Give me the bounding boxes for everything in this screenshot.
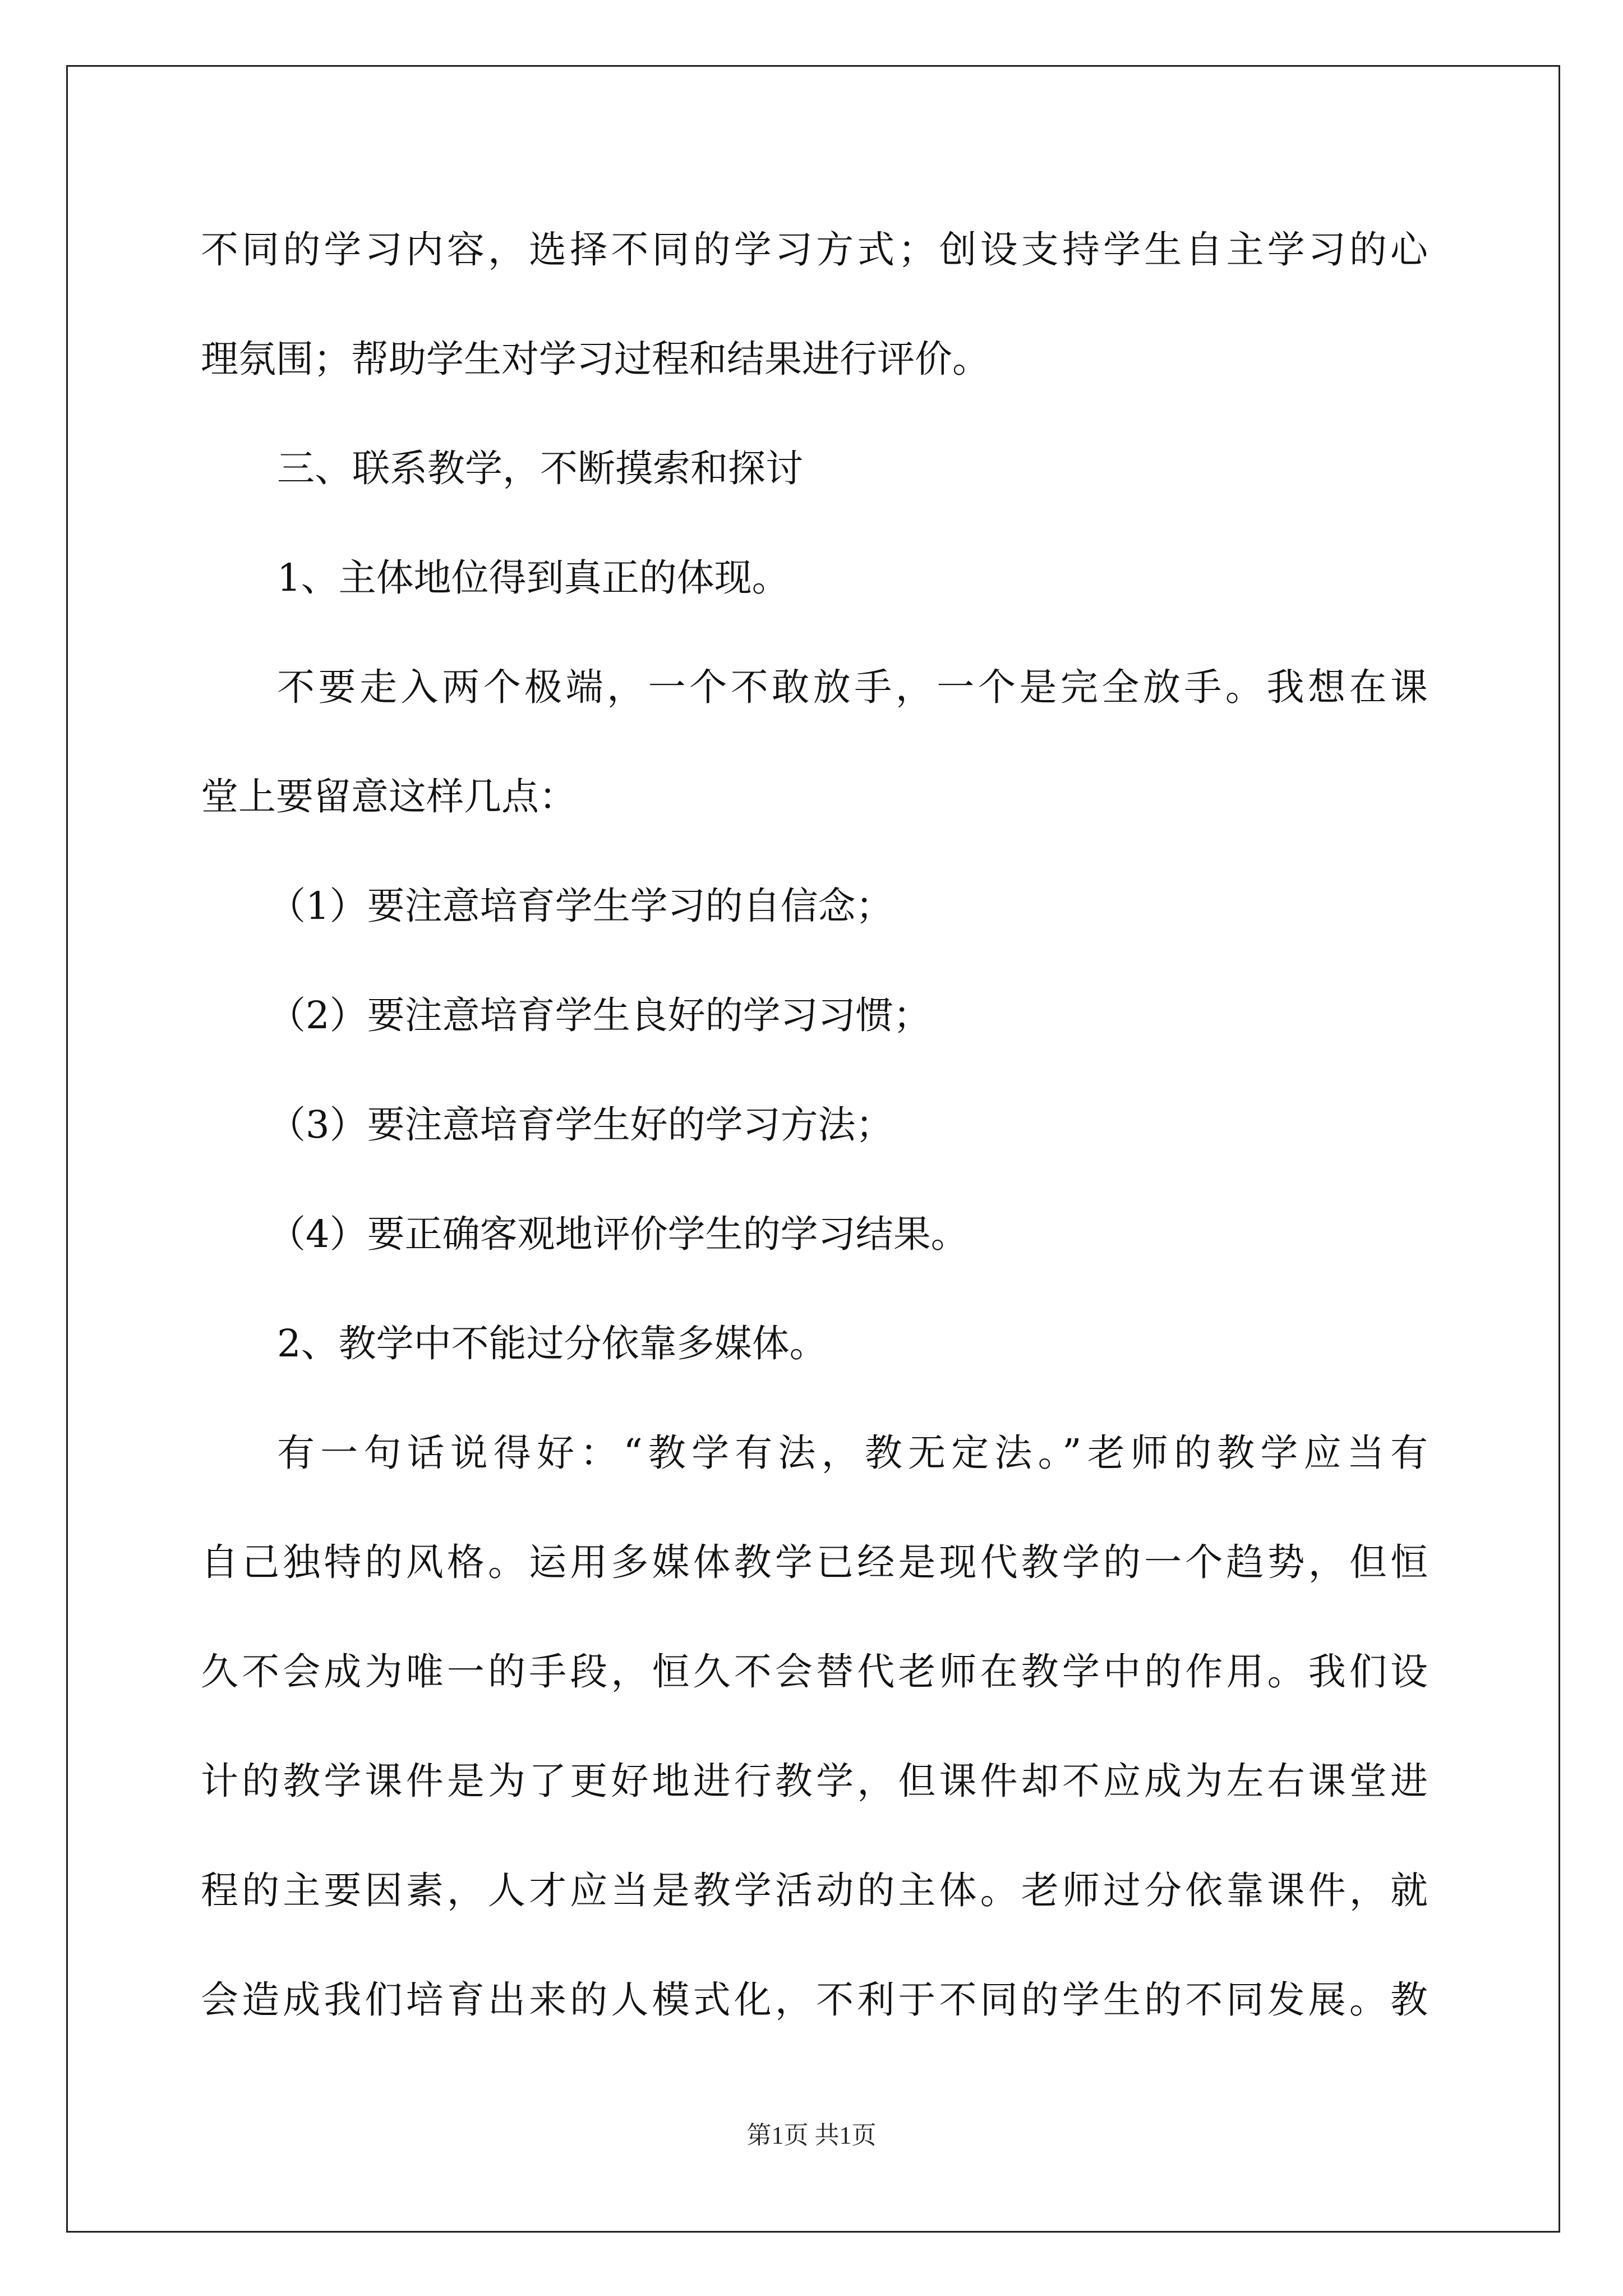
subsection-heading: 2、教学中不能过分依靠多媒体。 <box>277 1322 827 1365</box>
paragraph-line: 自己独特的风格。运用多媒体教学已经是现代教学的一个趋势，但恒 <box>201 1540 1428 1584</box>
list-item: （3）要注意培育学生好的学习方法； <box>268 1103 893 1147</box>
subsection-heading: 1、主体地位得到真正的体现。 <box>277 556 790 600</box>
list-item: （1）要注意培育学生学习的自信念； <box>268 884 893 928</box>
paragraph-line: 理氛围；帮助学生对学习过程和结果进行评价。 <box>201 337 990 381</box>
page-number-footer: 第1页 共1页 <box>746 2122 877 2149</box>
paragraph-line: 程的主要因素，人才应当是教学活动的主体。老师过分依靠课件，就 <box>201 1869 1428 1912</box>
paragraph-line: 久不会成为唯一的手段，恒久不会替代老师在教学中的作用。我们设 <box>201 1650 1428 1694</box>
paragraph-line: 不同的学习内容，选择不同的学习方式；创设支持学生自主学习的心 <box>201 228 1428 272</box>
list-item: （2）要注意培育学生良好的学习习惯； <box>268 993 931 1037</box>
section-heading: 三、联系教学，不断摸索和探讨 <box>277 447 803 490</box>
paragraph-line: 会造成我们培育出来的人模式化，不利于不同的学生的不同发展。教 <box>201 1978 1428 2022</box>
paragraph-line: 堂上要留意这样几点： <box>201 775 577 818</box>
list-item: （4）要正确客观地评价学生的学习结果。 <box>268 1212 969 1256</box>
paragraph-line: 不要走入两个极端，一个不敢放手，一个是完全放手。我想在课 <box>277 665 1428 709</box>
paragraph-line: 有一句话说得好：“教学有法，教无定法。”老师的教学应当有 <box>277 1431 1428 1475</box>
paragraph-line: 计的教学课件是为了更好地进行教学，但课件却不应成为左右课堂进 <box>201 1759 1428 1803</box>
